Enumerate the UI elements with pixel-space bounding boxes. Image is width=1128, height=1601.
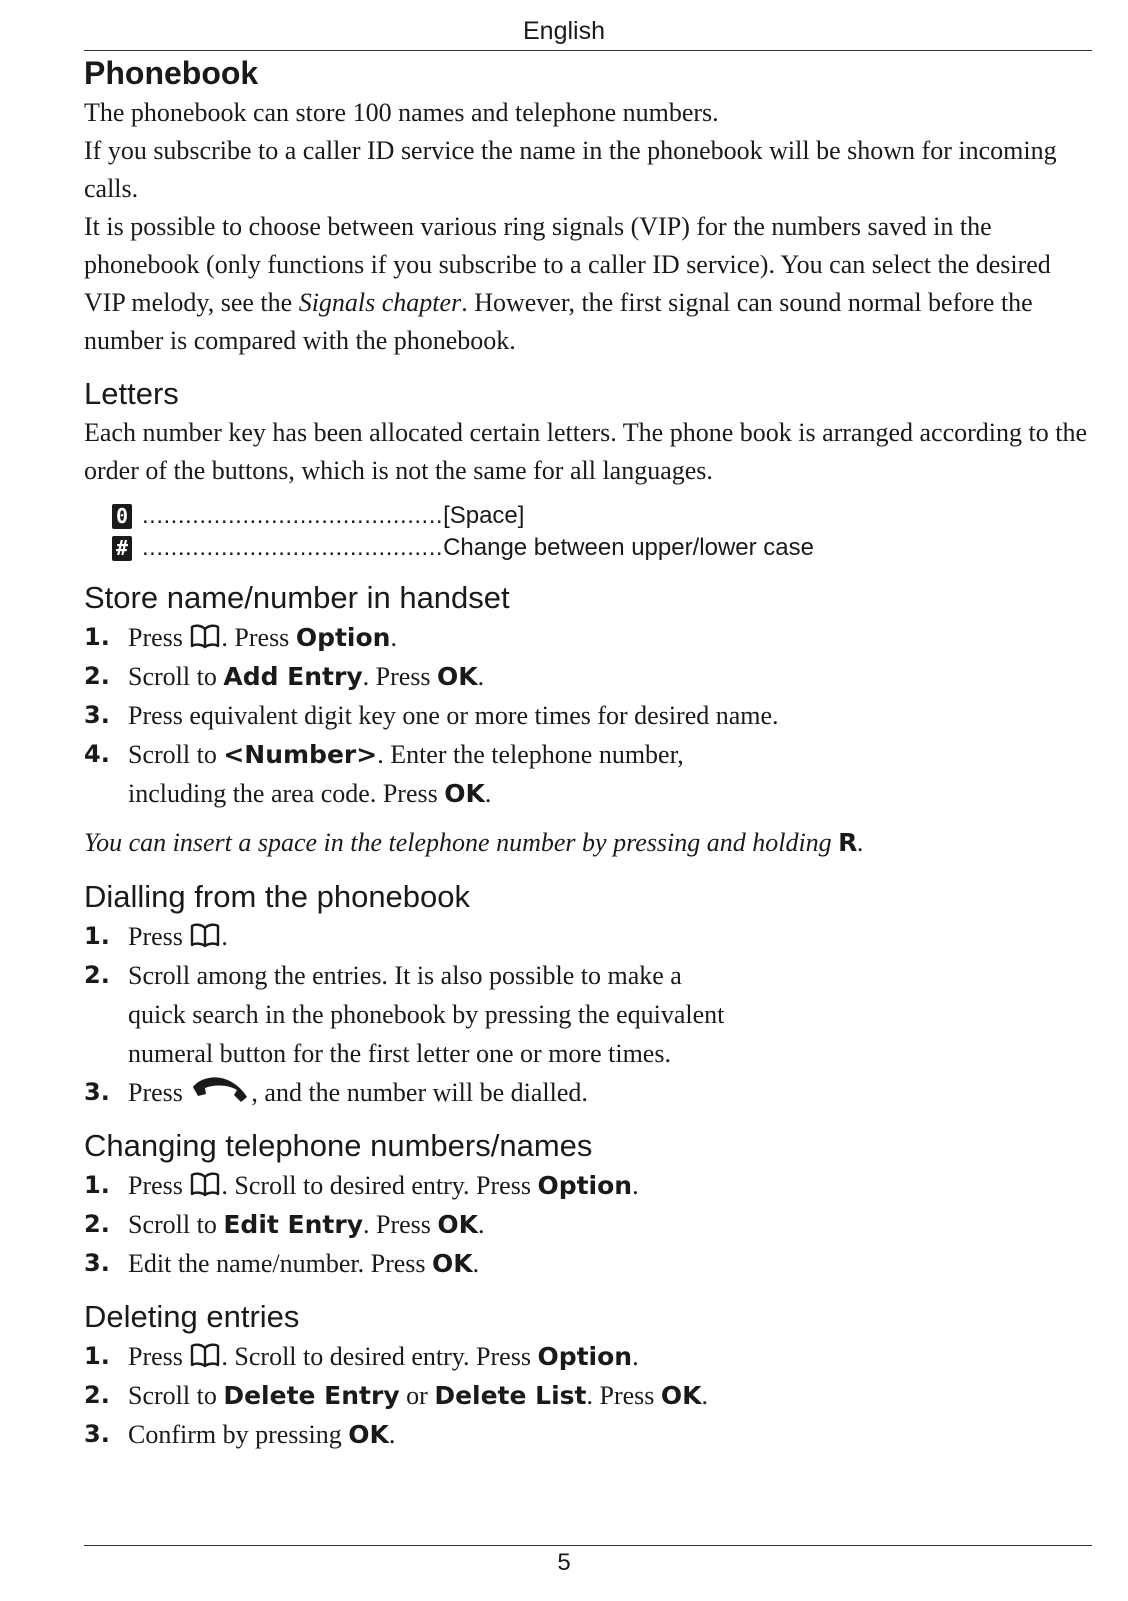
ok-softkey-label: OK: [437, 1210, 479, 1239]
option-softkey-label: Option: [295, 623, 391, 652]
phonebook-capacity-text: The phonebook can store 100 names and telephone numbers.: [84, 98, 719, 127]
letters-heading: Letters: [84, 376, 179, 411]
book-icon: [189, 921, 221, 949]
key-row-case: [112, 532, 1094, 564]
page-title: Phonebook: [84, 55, 259, 91]
list-item: 1. Press . Scroll to desired entry. Press Option.: [84, 1342, 639, 1371]
ok-softkey-label: OK: [444, 779, 485, 808]
footer-rule: [84, 1545, 1092, 1546]
list-item: 1. Press .: [84, 922, 228, 951]
dot-leader: ..........................................: [142, 534, 444, 561]
page-number: 5: [557, 1549, 571, 1576]
ok-softkey-label: OK: [432, 1249, 473, 1278]
changing-heading: Changing telephone numbers/names: [84, 1128, 593, 1163]
list-item: 2. Scroll among the entries. It is also possible to make a quick search in the phonebook by pressing the equivalent numeral button for the first letter one or more times.: [84, 961, 725, 1068]
store-steps: [84, 618, 1094, 813]
book-icon: [189, 1341, 221, 1369]
page-content: [84, 52, 1094, 1454]
add-entry-label: Add Entry: [223, 662, 363, 691]
vip-ring-text: It is possible to choose between various ring signals (VIP) for the numbers saved in the phonebook (only functions if you subscribe to a caller ID service). You can select the desired VIP melody, see the Signals chapter. However, the first signal can sound normal before the number is compared with the phonebook.: [84, 212, 1051, 355]
r-key-label: R: [838, 828, 858, 857]
changing-steps: [84, 1166, 1094, 1283]
book-icon: [189, 622, 221, 650]
space-insert-note: You can insert a space in the telephone number by pressing and holding R.: [84, 828, 864, 857]
key-description: [Space]: [443, 502, 525, 529]
key-legend: [112, 500, 1094, 564]
caller-id-text: If you subscribe to a caller ID service the name in the phonebook will be shown for incoming calls.: [84, 136, 1057, 203]
list-item: 4. Scroll to <Number>. Enter the telephone number, including the area code. Press OK.: [84, 740, 684, 808]
signals-chapter-reference: Signals chapter: [298, 288, 462, 317]
delete-entry-label: Delete Entry: [223, 1381, 400, 1410]
edit-entry-label: Edit Entry: [223, 1210, 363, 1239]
ok-softkey-label: OK: [437, 662, 478, 691]
list-item: 3. Confirm by pressing OK.: [84, 1420, 396, 1449]
letters-text: Each number key has been allocated certain letters. The phone book is arranged according to the order of the buttons, which is not the same for all languages.: [84, 418, 1088, 485]
dialling-steps: [84, 917, 1094, 1112]
list-item: 1. Press . Press Option.: [84, 623, 397, 652]
deleting-heading: Deleting entries: [84, 1299, 300, 1334]
handset-icon: [189, 1075, 251, 1105]
delete-list-label: Delete List: [434, 1381, 587, 1410]
list-item: 3. Edit the name/number. Press OK.: [84, 1249, 480, 1278]
dot-leader: ..........................................: [142, 502, 444, 529]
list-item: 2. Scroll to Add Entry. Press OK.: [84, 662, 485, 691]
header-rule: [84, 50, 1092, 51]
header-language: English: [523, 17, 605, 45]
dialling-heading: Dialling from the phonebook: [84, 879, 471, 914]
option-softkey-label: Option: [537, 1171, 633, 1200]
number-field-label: <Number>: [223, 740, 378, 769]
list-item: 2. Scroll to Edit Entry. Press OK.: [84, 1210, 485, 1239]
list-item: 2. Scroll to Delete Entry or Delete List. Press OK.: [84, 1381, 709, 1410]
list-item: 3. Press equivalent digit key one or more times for desired name.: [84, 701, 779, 730]
ok-softkey-label: OK: [348, 1420, 389, 1449]
key-0-icon: 0: [112, 504, 132, 529]
store-heading: Store name/number in handset: [84, 580, 510, 615]
key-row-space: [112, 500, 1094, 532]
list-item: 1. Press . Scroll to desired entry. Press Option.: [84, 1171, 639, 1200]
book-icon: [189, 1170, 221, 1198]
list-item: 3. Press , and the number will be dialled.: [84, 1073, 1094, 1112]
option-softkey-label: Option: [537, 1342, 633, 1371]
key-description: Change between upper/lower case: [443, 534, 814, 561]
deleting-steps: [84, 1337, 1094, 1454]
key-hash-icon: #: [112, 536, 132, 561]
ok-softkey-label: OK: [660, 1381, 702, 1410]
